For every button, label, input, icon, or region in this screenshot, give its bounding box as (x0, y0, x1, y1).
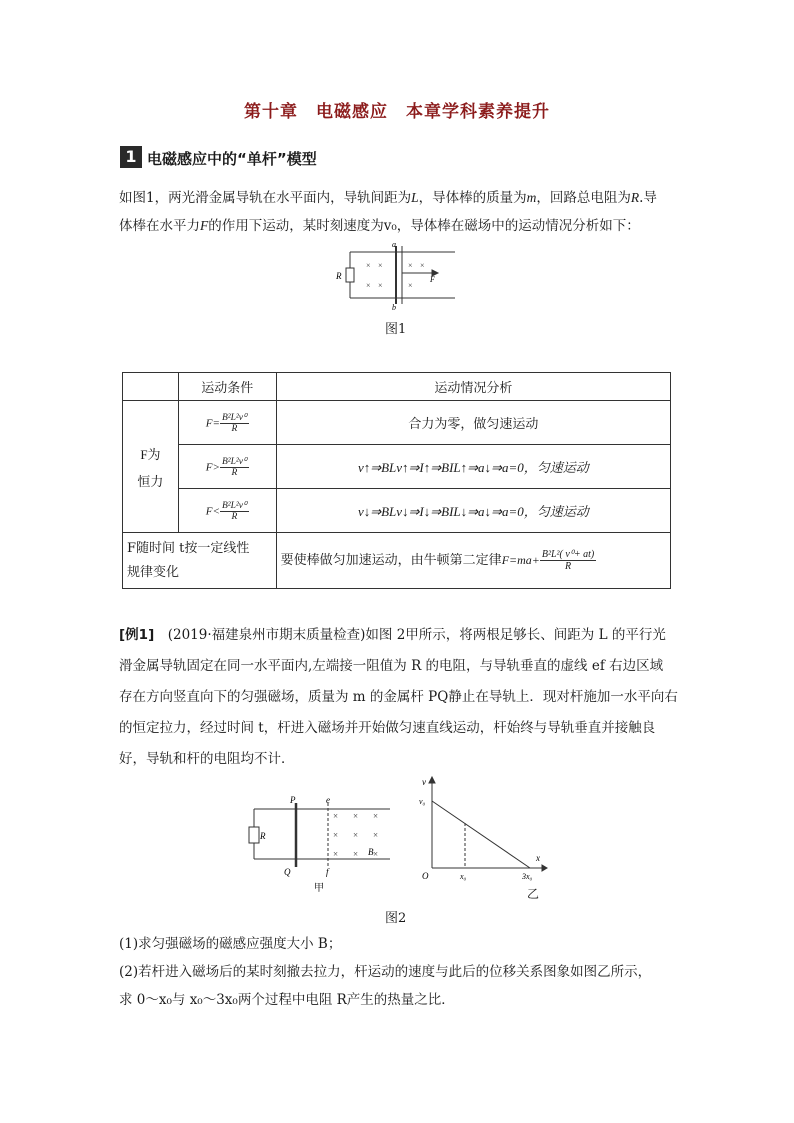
table-condition-linear: F随时间 t按一定线性 规律变化 (123, 533, 277, 589)
example-line-2: 滑金属导轨固定在同一水平面内,左端接一阻值为 R 的电阻，与导轨垂直的虚线 ef 右边区域 (119, 658, 664, 674)
fig2b-label-3x0: 3x₀ (522, 872, 533, 881)
intro-line-2: 体棒在水平力F的作用下运动，某时刻速度为v₀，导体棒在磁场中的运动情况分析如下： (119, 218, 640, 234)
motion-analysis-table (122, 372, 671, 589)
fig2b-origin: O (422, 871, 429, 881)
table-header-blank (123, 373, 179, 401)
question-2-line-2: 求 0～x₀与 x₀～3x₀两个过程中电阻 R产生的热量之比． (119, 992, 455, 1008)
svg-text:×: × (333, 849, 339, 859)
table-condition-greater: F> $\frac{\text{B²L²v⁰}}{R}$ (178, 445, 276, 489)
questions (119, 930, 679, 1014)
table-header-row (123, 373, 671, 401)
question-2-line-1: (2)若杆进入磁场后的某时刻撤去拉力，杆运动的速度与此后的位移关系图象如图乙所示， (119, 964, 652, 980)
svg-text:×: × (353, 830, 359, 840)
fig2a-label-R: R (260, 831, 266, 841)
example-line-5: 好，导轨和杆的电阻均不计． (119, 751, 295, 767)
intro-paragraph (119, 184, 679, 240)
table-analysis-greater: v↑⇒BLv↑⇒I↑⇒BIL↑⇒a↓⇒a=0，匀速运动 (276, 445, 670, 489)
svg-text:×: × (373, 849, 379, 859)
table-condition-less: F< $\frac{\text{B²L²v⁰}}{R}$ (178, 489, 276, 533)
table-row (123, 489, 671, 533)
table-group-label: F为 恒力 (123, 401, 179, 533)
section-title: 电磁感应中的“单杆”模型 (147, 150, 317, 168)
example-tag: [例1] (119, 627, 155, 643)
fig2b-axis-v: v (422, 777, 426, 787)
fig2a-label-jia: 甲 (314, 883, 324, 894)
svg-text:×: × (333, 811, 339, 821)
svg-text:×: × (353, 811, 359, 821)
fig2b-label-yi: 乙 (527, 887, 540, 901)
svg-text:×: × (373, 830, 379, 840)
table-row (123, 533, 671, 589)
fig2a-label-f: f (326, 867, 329, 877)
intro-line-1: 如图1，两光滑金属导轨在水平面内，导轨间距为L，导体棒的质量为m，回路总电阻为R.导 (119, 190, 657, 206)
svg-text:×: × (333, 830, 339, 840)
fig2b-label-v0: v₀ (419, 797, 426, 806)
fig2a-label-e: e (326, 795, 330, 805)
figure-2-caption: 图2 (385, 911, 407, 926)
section-number-badge: 1 (120, 146, 142, 168)
figure-1-caption: 图1 (385, 322, 407, 337)
svg-text:×: × (366, 261, 371, 270)
figure-2b-velocity-graph (418, 775, 548, 890)
fig2a-label-B: B (368, 847, 374, 857)
example-line-1: [例1] (2019·福建泉州市期末质量检查)如图 2甲所示，将两根足够长、间距为 L 的平行光 (119, 627, 666, 643)
svg-text:×: × (366, 281, 371, 290)
example-line-3: 存在方向竖直向下的匀强磁场，质量为 m 的金属杆 PQ静止在导轨上．现对杆施加一水平向右 (119, 689, 678, 705)
svg-text:×: × (378, 261, 383, 270)
fig1-label-a: a (392, 240, 396, 249)
figure-1-rail-diagram (330, 240, 460, 312)
table-analysis-less: v↓⇒BLv↓⇒I↓⇒BIL↓⇒a↓⇒a=0，匀速运动 (276, 489, 670, 533)
svg-text:×: × (420, 261, 425, 270)
table-condition-equal: F= $\frac{\text{B²L²v⁰}}{R}$ (178, 401, 276, 445)
svg-text:×: × (408, 261, 413, 270)
table-analysis-equal: 合力为零，做匀速运动 (276, 401, 670, 445)
fig1-label-b: b (392, 303, 396, 312)
svg-text:×: × (378, 281, 383, 290)
question-1: (1)求匀强磁场的磁感应强度大小 B； (119, 936, 342, 952)
fig2b-label-x0: x₀ (460, 872, 467, 881)
figure-2a-circuit (240, 795, 400, 895)
table-analysis-linear: 要使棒做匀加速运动，由牛顿第二定律F=ma+ $\frac{\text{B²L²( v⁰+ at)}}{R}$ (276, 533, 670, 589)
table-row (123, 445, 671, 489)
svg-text:×: × (408, 281, 413, 290)
svg-text:×: × (353, 849, 359, 859)
example-line-4: 的恒定拉力，经过时间 t，杆进入磁场并开始做匀速直线运动，杆始终与导轨垂直并接触良 (119, 720, 656, 736)
table-header-condition: 运动条件 (178, 373, 276, 401)
example-1-paragraph (119, 620, 679, 775)
table-header-analysis: 运动情况分析 (276, 373, 670, 401)
svg-text:×: × (373, 811, 379, 821)
page-title: 第十章 电磁感应 本章学科素养提升 (244, 102, 550, 122)
table-row (123, 401, 671, 445)
fig1-label-F: F (430, 275, 435, 284)
fig2a-label-Q: Q (284, 867, 291, 877)
fig1-label-R: R (336, 271, 342, 281)
fig2b-axis-x: x (536, 853, 540, 863)
fig2a-label-P: P (290, 795, 296, 805)
